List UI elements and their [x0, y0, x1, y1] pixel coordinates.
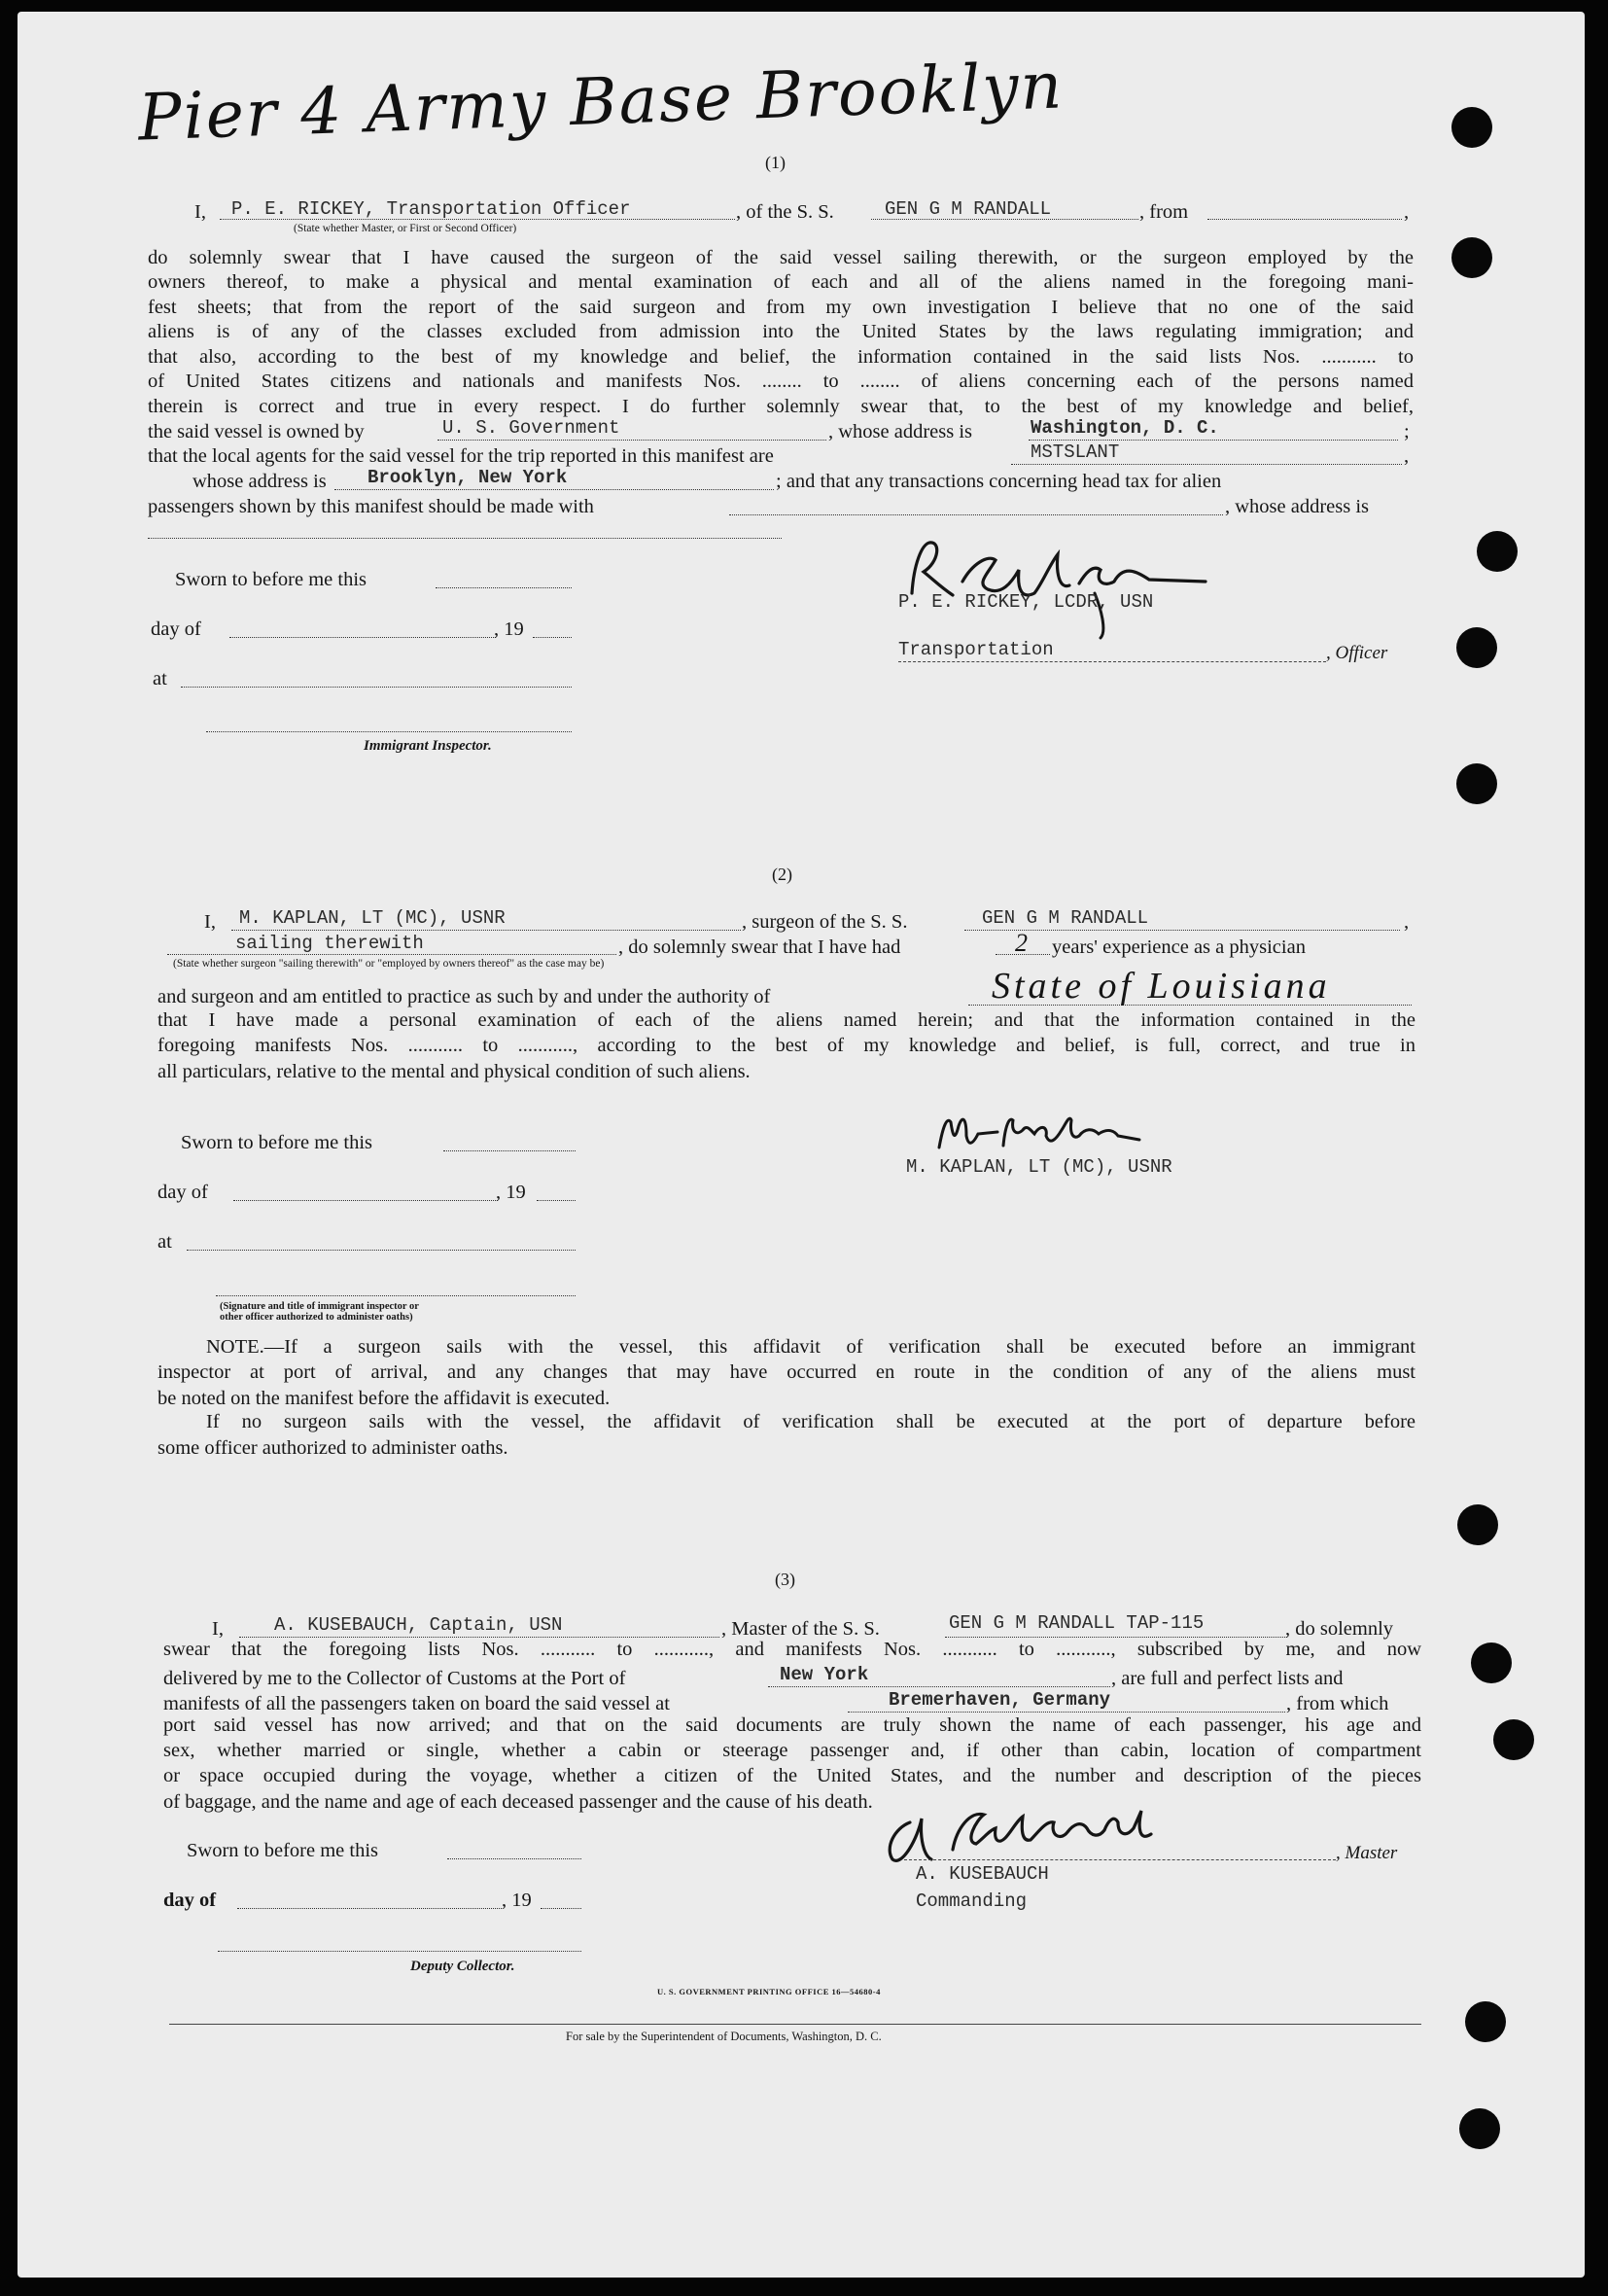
surgeon-line-2: foregoing manifests Nos. ........... to ..........., according to the best of my knowledge and belief, is full, correct, and true in: [157, 1035, 1416, 1056]
at-1-line: [181, 687, 572, 688]
master-line-7: or space occupied during the voyage, whether a citizen of the United States, and the number and description of the pieces: [163, 1765, 1421, 1786]
from-field-line: [1207, 219, 1402, 220]
signer-1: P. E. RICKEY, LCDR, USN: [898, 591, 1154, 613]
day-of-2-line: [233, 1200, 498, 1201]
passengers-label: passengers shown by this manifest should be made with: [148, 496, 594, 517]
oath-line-2: owners thereof, to make a physical and mental examination of each and all of the aliens named in the foregoing mani-: [148, 271, 1414, 293]
rickey-signature: [894, 525, 1244, 647]
title-3: Commanding: [916, 1890, 1028, 1912]
note-line-3: be noted on the manifest before the affidavit is executed.: [157, 1388, 611, 1409]
surgeon-value: M. KAPLAN, LT (MC), USNR: [239, 907, 506, 929]
punch-hole: [1477, 531, 1518, 572]
at-2-line: [187, 1250, 576, 1251]
punch-hole: [1456, 763, 1497, 804]
oath-line-4: aliens is of any of the classes excluded from admission into the United States by the laws regulating immigration; and: [148, 321, 1414, 342]
sworn-1-line: [436, 587, 572, 588]
agents-comma: ,: [1404, 445, 1410, 467]
title-1: Transportation: [898, 639, 1054, 660]
year-3-line: [541, 1908, 581, 1909]
section-2-lead: I,: [204, 911, 216, 933]
footer-sale-note: For sale by the Superintendent of Documents, Washington, D. C.: [566, 2030, 882, 2043]
master-line-8: of baggage, and the name and age of each deceased passenger and the cause of his death.: [163, 1791, 873, 1813]
address-continuation-line: [148, 538, 782, 539]
do-solemnly-3: , do solemnly: [1285, 1618, 1394, 1640]
sworn-1: Sworn to before me this: [175, 569, 367, 590]
sailing-value: sailing therewith: [235, 933, 424, 954]
day-of-3-line: [237, 1908, 502, 1909]
owner-semicolon: ;: [1404, 421, 1410, 442]
agents-field-line: [1011, 464, 1402, 465]
officer-note: (State whether Master, or First or Second Officer): [294, 223, 517, 234]
master-line-5: port said vessel has now arrived; and that on the said documents are truly shown the name of each passenger, his age and: [163, 1714, 1421, 1736]
sailing-field-line: [167, 954, 616, 955]
years-value: 2: [1015, 929, 1028, 957]
owner-address-label: , whose address is: [828, 421, 973, 442]
section-1-number: (1): [765, 153, 786, 172]
note-line-1: NOTE.—If a surgeon sails with the vessel, this affidavit of verification shall be executed before an immigrant: [206, 1336, 1416, 1358]
footer-rule: [169, 2024, 1421, 2025]
surgeon-field-line: [231, 930, 741, 931]
sworn-3: Sworn to before me this: [187, 1840, 378, 1861]
officer-signature-line-2: [216, 1295, 576, 1296]
officer-value: P. E. RICKEY, Transportation Officer: [231, 198, 631, 220]
agents-value: MSTSLANT: [1031, 442, 1120, 463]
year-3: , 19: [502, 1890, 532, 1911]
handwritten-header-note: Pier 4 Army Base Brooklyn: [136, 48, 1066, 156]
inspector-signature-line: [206, 731, 572, 732]
sworn-2-line: [443, 1150, 576, 1151]
immigrant-inspector-caption: Immigrant Inspector.: [364, 738, 492, 754]
surgeon-line-3: all particulars, relative to the mental and physical condition of such aliens.: [157, 1061, 751, 1082]
customs-label: delivered by me to the Collector of Customs at the Port of: [163, 1668, 626, 1689]
day-of-2: day of: [157, 1182, 208, 1203]
oath-line-6: of United States citizens and nationals and manifests Nos. ........ to ........ of aliens concerning each of the persons named: [148, 371, 1414, 392]
agents-address-value: Brooklyn, New York: [367, 467, 568, 488]
master-value: A. KUSEBAUCH, Captain, USN: [274, 1614, 563, 1636]
year-2: , 19: [496, 1182, 526, 1203]
owner-value: U. S. Government: [442, 417, 620, 439]
port-value: New York: [780, 1664, 869, 1685]
day-of-1: day of: [151, 618, 201, 640]
authority-value: State of Louisiana: [992, 966, 1331, 1007]
section-2-number: (2): [772, 865, 792, 884]
officer-suffix: , Officer: [1326, 643, 1388, 663]
departure-field-line: [848, 1712, 1285, 1713]
master-suffix: , Master: [1336, 1843, 1398, 1863]
surgeon-line-1: that I have made a personal examination of each of the aliens named herein; and that the information contained in the: [157, 1009, 1416, 1031]
punch-hole: [1451, 237, 1492, 278]
day-of-3: day of: [163, 1890, 217, 1911]
year-1-line: [533, 637, 572, 638]
port-field-line: [768, 1686, 1110, 1687]
owned-by-label: the said vessel is owned by: [148, 421, 365, 442]
signer-3: A. KUSEBAUCH: [916, 1863, 1049, 1885]
years-label: years' experience as a physician: [1052, 936, 1306, 958]
master-of-label: , Master of the S. S.: [721, 1618, 880, 1640]
section-3-number: (3): [775, 1570, 795, 1589]
year-1: , 19: [494, 618, 524, 640]
collector-signature-line: [218, 1951, 581, 1952]
note-line-5: some officer authorized to administer oaths.: [157, 1437, 508, 1459]
full-lists-label: , are full and perfect lists and: [1111, 1668, 1344, 1689]
oath-line-5: that also, according to the best of my knowledge and belief, the information contained in the said lists Nos. ........... to: [148, 346, 1414, 368]
master-signature-line: [904, 1859, 1336, 1860]
punch-hole: [1451, 107, 1492, 148]
at-2: at: [157, 1231, 172, 1253]
vessel-2-value: GEN G M RANDALL: [982, 907, 1149, 929]
deputy-collector-caption: Deputy Collector.: [410, 1959, 515, 1974]
vessel-2-line: [964, 930, 1400, 931]
at-1: at: [153, 668, 167, 689]
departure-value: Bremerhaven, Germany: [889, 1689, 1111, 1711]
owner-address-value: Washington, D. C.: [1031, 417, 1219, 439]
from-label: , from: [1139, 201, 1189, 223]
vessel-3-value: GEN G M RANDALL TAP-115: [949, 1612, 1205, 1634]
sworn-2: Sworn to before me this: [181, 1132, 372, 1153]
agents-address-line: [334, 489, 774, 490]
note-line-4: If no surgeon sails with the vessel, the affidavit of verification shall be executed at the port of departure before: [206, 1411, 1416, 1432]
section-1-lead: I,: [194, 201, 206, 223]
punch-hole: [1493, 1719, 1534, 1760]
taken-label: manifests of all the passengers taken on board the said vessel at: [163, 1693, 670, 1714]
signer-2: M. KAPLAN, LT (MC), USNR: [906, 1156, 1172, 1178]
vessel-value: GEN G M RANDALL: [885, 198, 1052, 220]
of-vessel-label: , of the S. S.: [736, 201, 834, 223]
owner-field-line: [437, 440, 826, 441]
do-solemnly-swear: , do solemnly swear that I have had: [618, 936, 901, 958]
printing-office-note: U. S. GOVERNMENT PRINTING OFFICE 16—54680-4: [657, 1987, 881, 1996]
whose-address-label: , whose address is: [1225, 496, 1370, 517]
sworn-3-line: [447, 1858, 581, 1859]
surgeon-of-label: , surgeon of the S. S.: [742, 911, 908, 933]
master-line-2: swear that the foregoing lists Nos. ........... to ..........., and manifests Nos. ........... to ..........., subscribed by me, and now: [163, 1639, 1421, 1660]
agents-label: that the local agents for the said vessel for the trip reported in this manifest are: [148, 445, 774, 467]
vessel-2-comma: ,: [1404, 911, 1410, 933]
day-of-1-line: [229, 637, 496, 638]
master-line-6: sex, whether married or single, whether a cabin or steerage passenger and, if other than cabin, location of compartment: [163, 1740, 1421, 1761]
agents-address-label: whose address is: [192, 471, 327, 492]
section-3-lead: I,: [212, 1618, 224, 1640]
from-comma: ,: [1404, 201, 1410, 223]
oath-line-7: therein is correct and true in every respect. I do further solemnly swear that, to the best of my knowledge and belief,: [148, 396, 1414, 417]
from-which-label: , from which: [1286, 1693, 1389, 1714]
year-2-line: [537, 1200, 576, 1201]
oath-line-1: do solemnly swear that I have caused the surgeon of the said vessel sailing therewith, or the surgeon employed by the: [148, 247, 1414, 268]
punch-hole: [1471, 1643, 1512, 1683]
head-tax-label: ; and that any transactions concerning head tax for alien: [776, 471, 1222, 492]
punch-hole: [1465, 2001, 1506, 2042]
punch-hole: [1456, 627, 1497, 668]
sailing-note: (State whether surgeon "sailing therewith" or "employed by owners thereof" as the case may be): [173, 958, 605, 970]
passengers-field-line: [729, 514, 1223, 515]
owner-address-line: [1029, 440, 1398, 441]
oath-line-3: fest sheets; that from the report of the said surgeon and from my own investigation I believe that no one of the said: [148, 297, 1414, 318]
signature-caption-2: (Signature and title of immigrant inspector or other officer authorized to administer oaths): [220, 1301, 419, 1323]
punch-hole: [1457, 1504, 1498, 1545]
note-line-2: inspector at port of arrival, and any changes that may have occurred en route in the condition of any of the aliens must: [157, 1361, 1416, 1383]
authority-label: and surgeon and am entitled to practice as such by and under the authority of: [157, 986, 771, 1007]
punch-hole: [1459, 2108, 1500, 2149]
title-1-line: [898, 661, 1326, 662]
